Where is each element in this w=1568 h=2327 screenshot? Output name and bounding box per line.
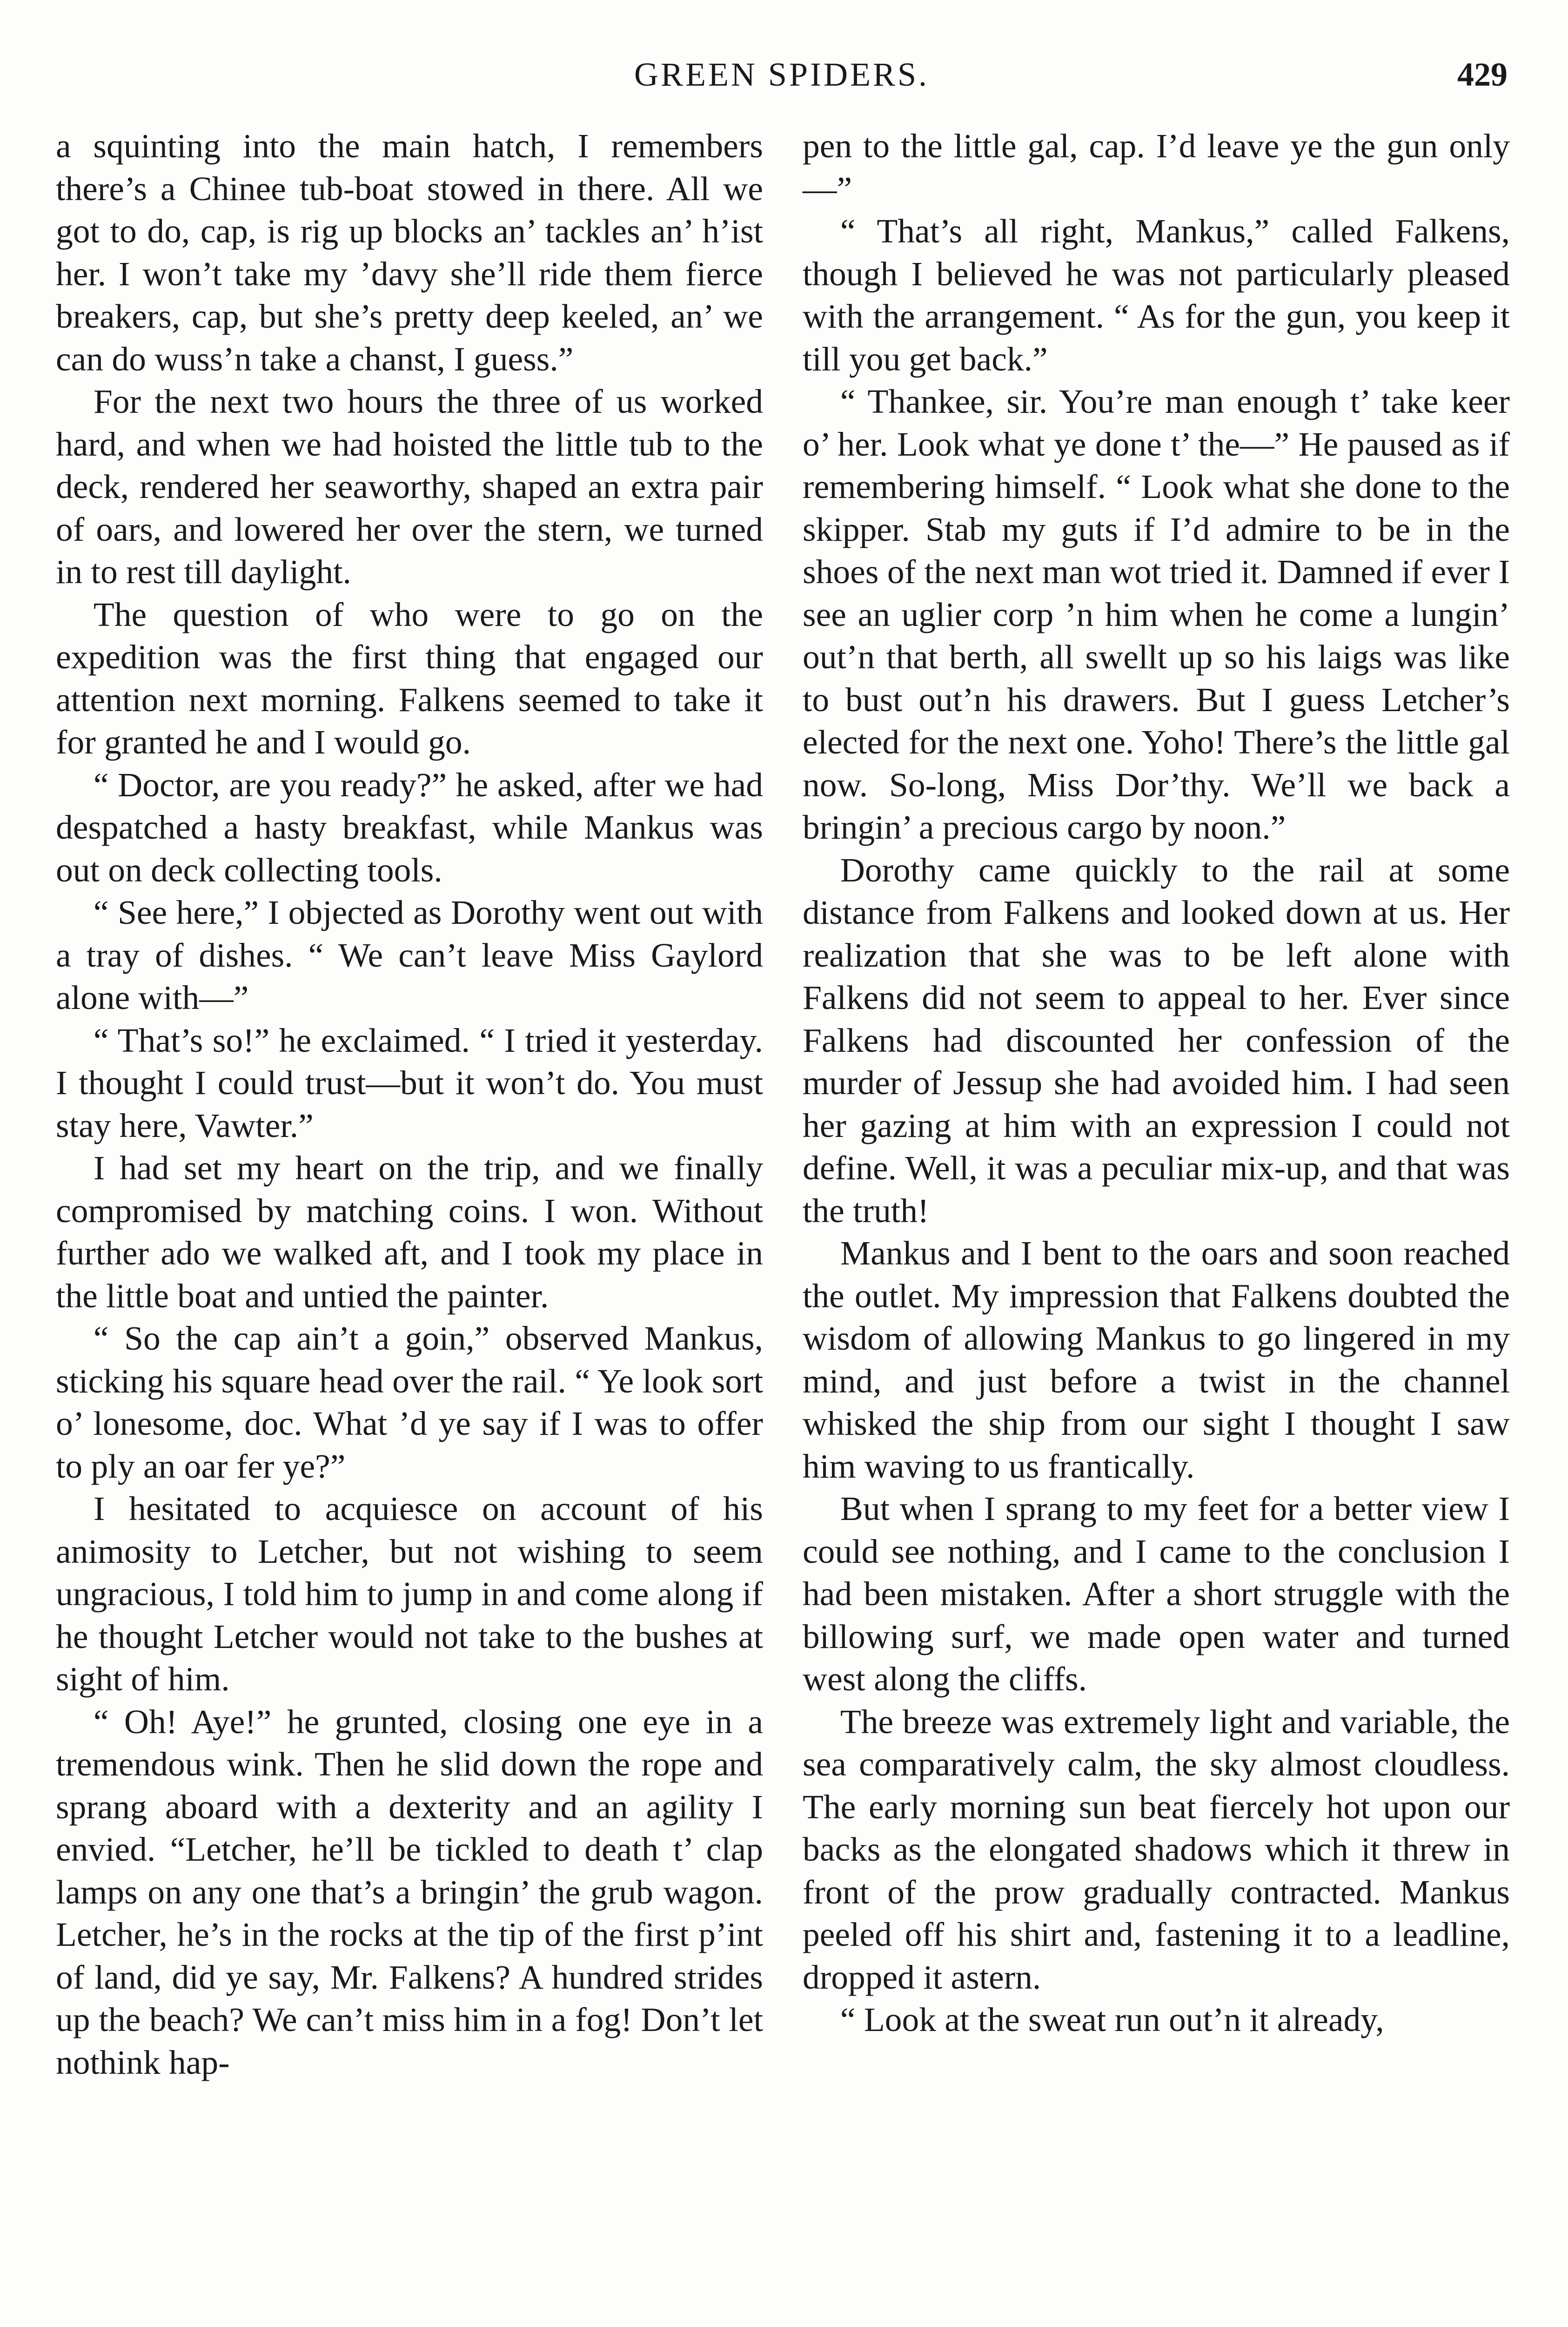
paragraph: For the next two hours the three of us worked hard, and when we had hoisted the little tub to the deck, rendered her seaworthy, shaped an extra pair of oars, and lowered her over the stern, we turned in to rest till daylight. xyxy=(56,383,763,591)
paragraph: I hesitated to acquiesce on account of his animosity to Letcher, but not wishing to seem ungracious, I told him to jump in and come along if he thought Letcher would not take to the bushes at sight of him. xyxy=(56,1490,763,1698)
paragraph: “ That’s so!” he exclaimed. “ I tried it yesterday. I thought I could trust—but it won’t do. You must stay here, Vawter.” xyxy=(56,1021,763,1144)
right-column xyxy=(803,125,1510,2041)
paragraph: Mankus and I bent to the oars and soon reached the outlet. My impression that Falkens doubted the wisdom of allowing Mankus to go lingered in my mind, and just before a twist in the channel whisked the ship from our sight I thought I saw him waving to us frantically. xyxy=(803,1234,1510,1485)
paragraph: Dorothy came quickly to the rail at some distance from Falkens and looked down at us. Her realization that she was to be left alone with Falkens did not seem to appeal to her. Ever since Falkens had discounted her confession of the murder of Jessup she had avoided him. I had seen her gazing at him with an expression I could not define. Well, it was a peculiar mix-up, and that was the truth! xyxy=(803,851,1510,1230)
paragraph: “ Look at the sweat run out’n it already, xyxy=(840,2001,1384,2038)
paragraph: But when I sprang to my feet for a better view I could see nothing, and I came to the conclusion I had been mistaken. After a short struggle with the billowing surf, we made open water and turned west along the cliffs. xyxy=(803,1490,1510,1698)
running-head xyxy=(56,49,1508,100)
paragraph: The question of who were to go on the expedition was the first thing that engaged our attention next morning. Falkens seemed to take it for granted he and I would go. xyxy=(56,595,763,761)
paragraph: a squinting into the main hatch, I remembers there’s a Chinee tub-boat stowed in there. All we got to do, cap, is rig up blocks an’ tackles an’ h’ist her. I won’t take my ’davy she’ll ride them fierce breakers, cap, but she’s pretty deep keeled, an’ we can do wuss’n take a chanst, I guess.” xyxy=(56,127,763,378)
paragraph: “ See here,” I objected as Dorothy went out with a tray of dishes. “ We can’t leave Miss Gaylord alone with—” xyxy=(56,894,763,1016)
paragraph: “ That’s all right, Mankus,” called Falkens, though I believed he was not particularly pleased with the arrangement. “ As for the gun, you keep it till you get back.” xyxy=(803,212,1510,378)
page-number: 429 xyxy=(1457,56,1508,93)
paragraph: pen to the little gal, cap. I’d leave ye the gun only—” xyxy=(803,127,1510,208)
paragraph: The breeze was extremely light and variable, the sea comparatively calm, the sky almost cloudless. The early morning sun beat fiercely hot upon our backs as the elongated shadows which it threw in front of the prow gradually contracted. Mankus peeled off his shirt and, fastening it to a leadline, dropped it astern. xyxy=(803,1702,1510,1996)
paragraph: “ Thankee, sir. You’re man enough t’ take keer o’ her. Look what ye done t’ the—” He paused as if remembering himself. “ Look what she done to the skipper. Stab my guts if I’d admire to be in the shoes of the next man wot tried it. Damned if ever I see an uglier corp ’n him when he come a lungin’ out’n that berth, all swellt up so his laigs was like to bust out’n his drawers. But I guess Letcher’s elected for the next one. Yoho! There’s the little gal now. So-long, Miss Dor’thy. We’ll we back a bringin’ a precious cargo by noon.” xyxy=(803,383,1510,846)
paragraph: I had set my heart on the trip, and we finally compromised by matching coins. I won. Without further ado we walked aft, and I took my place in the little boat and untied the painter. xyxy=(56,1149,763,1315)
left-column xyxy=(56,125,763,2084)
paragraph: “ Doctor, are you ready?” he asked, after we had despatched a hasty breakfast, while Mankus was out on deck collecting tools. xyxy=(56,766,763,889)
paragraph: “ So the cap ain’t a goin,” observed Mankus, sticking his square head over the rail. “ Ye look sort o’ lonesome, doc. What ’d ye say if I was to offer to ply an oar fer ye?” xyxy=(56,1319,763,1485)
chapter-title: GREEN SPIDERS. xyxy=(634,56,930,93)
paragraph: “ Oh! Aye!” he grunted, closing one eye in a tremendous wink. Then he slid down the rope and sprang aboard with a dexterity and an agility I envied. “Letcher, he’ll be tickled to death t’ clap lamps on any one that’s a bringin’ the grub wagon. Letcher, he’s in the rocks at the tip of the first p’int of land, did ye say, Mr. Falkens? A hundred strides up the beach? We can’t miss him in a fog! Don’t let nothink hap- xyxy=(56,1702,763,2081)
